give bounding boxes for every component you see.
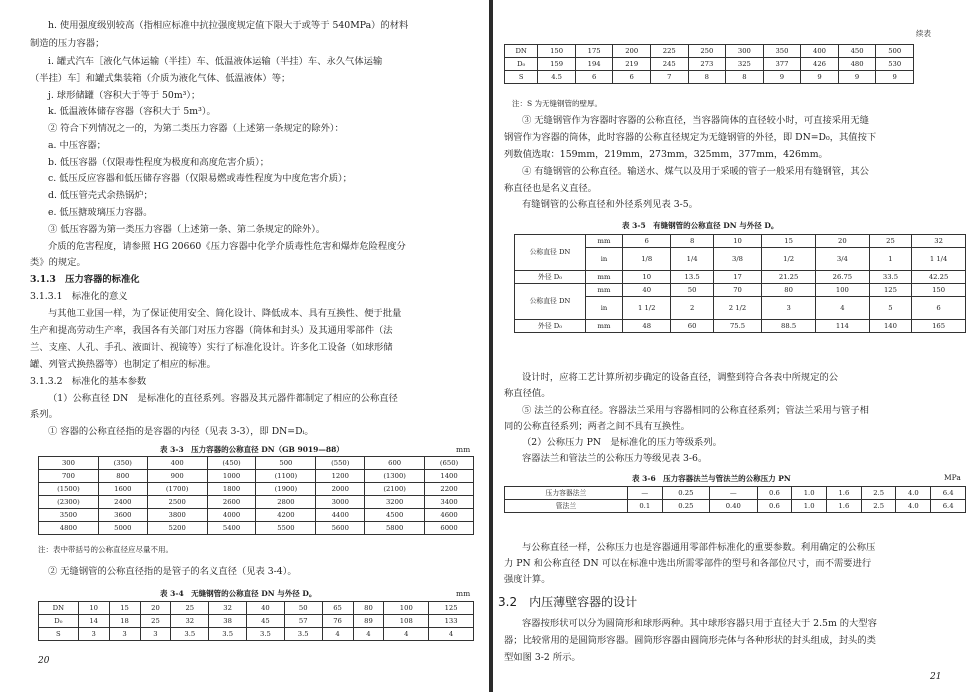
table-cell: DN	[505, 45, 538, 58]
table-cell: mm	[586, 320, 623, 333]
table-cell: 150	[912, 284, 966, 297]
table-cell: 377	[763, 58, 801, 71]
table-cell: (1900)	[256, 483, 316, 496]
table-cell: 0.40	[710, 500, 757, 513]
table-cell: 6	[912, 297, 966, 320]
table-cell: 3600	[98, 509, 147, 522]
paragraph-line: ③ 无缝钢管作为容器时容器的公称直径，当容器筒体的直径较小时，可直接采用无缝	[522, 115, 869, 126]
table-cell: 9	[838, 71, 876, 84]
paragraph-line: 称直径也是名义直径。	[504, 183, 597, 194]
table-cell: 4000	[207, 509, 256, 522]
table-cell: 2 1/2	[713, 297, 761, 320]
table-cell: 1.0	[792, 500, 827, 513]
table-cell: 25	[869, 235, 911, 248]
table-cell: 外径 D₀	[515, 320, 586, 333]
table-cell: (2300)	[39, 496, 99, 509]
table-cell: 4500	[365, 509, 425, 522]
table-cell: 10	[623, 271, 671, 284]
table-cell: 50	[284, 602, 322, 615]
table-cell: (1700)	[147, 483, 207, 496]
subsection-heading: 3.1.3.1 标准化的意义	[30, 291, 128, 302]
paragraph-line: 容器法兰和管法兰的公称压力等级见表 3-6。	[522, 453, 708, 464]
table-cell: (350)	[98, 457, 147, 470]
table-cell: 25	[140, 615, 171, 628]
table-row	[39, 483, 474, 496]
table-cell: 38	[209, 615, 247, 628]
table-cell: 400	[801, 45, 839, 58]
table-cell: 3800	[147, 509, 207, 522]
table-cell: 80	[353, 602, 384, 615]
table-cell: —	[710, 487, 757, 500]
table-cell: 900	[147, 470, 207, 483]
table-cell: 6	[623, 235, 671, 248]
paragraph-line: 强度计算。	[504, 574, 551, 585]
table-cell: 20	[140, 602, 171, 615]
table-cell: D₀	[505, 58, 538, 71]
paragraph-line: 类》的规定。	[30, 257, 86, 268]
table-cell: 3.5	[247, 628, 285, 641]
table-unit: mm	[456, 589, 471, 598]
table-cell: 8	[671, 235, 713, 248]
paragraph-line: 器；比较常用的是圆筒形容器。圆筒形容器由圆筒形壳体与各种形状的封头组成，封头的类	[504, 635, 876, 646]
paragraph-line: a. 中压容器；	[48, 140, 106, 151]
table-cell: 480	[838, 58, 876, 71]
table-cell: mm	[586, 271, 623, 284]
table-cell: 3.5	[209, 628, 247, 641]
paragraph-line: d. 低压管壳式余热锅炉；	[48, 190, 153, 201]
table-cell: 4	[322, 628, 353, 641]
table-cell: 133	[429, 615, 474, 628]
table-cell: 80	[762, 284, 816, 297]
table-cell: 500	[876, 45, 914, 58]
table-cell: 1	[869, 248, 911, 271]
table-cell: 4	[429, 628, 474, 641]
table-cell: in	[586, 248, 623, 271]
paragraph-line: b. 低压容器（仅限毒性程度为极度和高度危害介质）；	[48, 157, 270, 168]
paragraph-line: ③ 低压容器为第一类压力容器（上述第一条、第二条规定的除外）。	[48, 224, 326, 235]
paragraph-line: ⑤ 法兰的公称直径。容器法兰采用与容器相同的公称直径系列；管法兰采用与管子相	[522, 405, 869, 416]
paragraph-line: 与其他工业国一样，为了保证使用安全、简化设计、降低成本、具有互换性、便于批量	[48, 308, 402, 319]
table-cell: 4	[816, 297, 870, 320]
page-number: 20	[38, 656, 50, 666]
table-cell: —	[627, 487, 662, 500]
table-cell: 140	[869, 320, 911, 333]
table-cell: 0.25	[662, 487, 709, 500]
table-row	[39, 602, 474, 615]
table-cell: 18	[109, 615, 140, 628]
table-cell: 530	[876, 58, 914, 71]
table-note: 注：S 为无缝钢管的壁厚。	[512, 99, 603, 108]
table-cell: 3000	[316, 496, 365, 509]
table-cell: DN	[39, 602, 79, 615]
table-cell: 125	[429, 602, 474, 615]
table-cell: D₀	[39, 615, 79, 628]
table-cell: 42.25	[912, 271, 966, 284]
table-cell: 700	[39, 470, 99, 483]
table-cell: 194	[575, 58, 613, 71]
table-unit: mm	[456, 445, 471, 454]
table-cell: 325	[726, 58, 764, 71]
table-cell: 2400	[98, 496, 147, 509]
table-cell: 800	[98, 470, 147, 483]
paragraph-line: 力 PN 和公称直径 DN 可以在标准中选出所需零部件的型号和各部位尺寸，而不需要进行	[504, 558, 872, 569]
table-cell: 0.25	[662, 500, 709, 513]
table-cell: 4200	[256, 509, 316, 522]
paragraph-line: i. 罐式汽车［液化气体运输（半挂）车、低温液体运输（半挂）车、永久气体运输	[48, 56, 383, 67]
table-cell: 1/8	[623, 248, 671, 271]
table-note: 注：表中带括号的公称直径应尽量不用。	[38, 545, 173, 554]
table-cell: 2000	[316, 483, 365, 496]
page-number: 21	[930, 672, 942, 682]
pressure-table-3-6	[504, 486, 966, 513]
paragraph-line: k. 低温液体储存容器（容积大于 5m³）。	[48, 106, 216, 117]
table-cell: 32	[209, 602, 247, 615]
table-cell: 2.5	[861, 487, 896, 500]
paragraph-line: ② 无缝钢管的公称直径指的是管子的名义直径（见表 3-4）。	[48, 566, 297, 577]
table-cell: (1300)	[365, 470, 425, 483]
table-cell: 1/2	[762, 248, 816, 271]
table-cell: 压力容器法兰	[505, 487, 628, 500]
paragraph-line: 生产和提高劳动生产率，我国各有关部门对压力容器（筒体和封头）及其通用零部件（法	[30, 325, 393, 336]
table-cell: 350	[763, 45, 801, 58]
table-cell: 15	[109, 602, 140, 615]
table-cell: 4800	[39, 522, 99, 535]
table-cell: 33.5	[869, 271, 911, 284]
table-cell: 5800	[365, 522, 425, 535]
table-cell: 76	[322, 615, 353, 628]
paragraph-line: ④ 有缝钢管的公称直径。输送水、煤气以及用于采暖的管子一般采用有缝钢管，其公	[522, 166, 869, 177]
table-cell: 2800	[256, 496, 316, 509]
table-cell: 4	[384, 628, 429, 641]
table-cell: 159	[538, 58, 576, 71]
table-cell: 3.5	[171, 628, 209, 641]
table-cell: 1800	[207, 483, 256, 496]
seamless-pipe-table-continued	[504, 44, 914, 84]
table-cell: 21.25	[762, 271, 816, 284]
table-cell: 50	[671, 284, 713, 297]
paragraph-line: 设计时，应将工艺计算所初步确定的设备直径，调整到符合各表中所规定的公	[522, 372, 839, 383]
table-cell: 2.5	[861, 500, 896, 513]
table-cell: 300	[726, 45, 764, 58]
table-cell: 3.5	[284, 628, 322, 641]
table-cell: 426	[801, 58, 839, 71]
right-page	[492, 0, 980, 692]
paragraph-line: 系列。	[30, 409, 58, 420]
table-cell: 125	[869, 284, 911, 297]
paragraph-line: 兰、支座、人孔、手孔、液面计、视镜等）实行了标准化设计。许多化工设备（如球形储	[30, 342, 393, 353]
table-cell: 2200	[425, 483, 474, 496]
table-cell: 2	[671, 297, 713, 320]
table-cell: 88.5	[762, 320, 816, 333]
table-row	[39, 615, 474, 628]
table-cell: 5000	[98, 522, 147, 535]
table-cell: 20	[816, 235, 870, 248]
table-cell: 6	[613, 71, 651, 84]
table-cell: mm	[586, 284, 623, 297]
table-cell: 300	[39, 457, 99, 470]
table-cell: 4.0	[896, 500, 931, 513]
table-row	[505, 487, 966, 500]
paragraph-line: 与公称直径一样，公称压力也是容器通用零部件标准化的重要参数。利用确定的公称压	[522, 542, 876, 553]
table-cell: 25	[171, 602, 209, 615]
table-cell: 1400	[425, 470, 474, 483]
table-cell: 175	[575, 45, 613, 58]
table-cell: 6000	[425, 522, 474, 535]
table-cell: (1100)	[256, 470, 316, 483]
table-row	[39, 457, 474, 470]
table-cell: 500	[256, 457, 316, 470]
table-cell: 450	[838, 45, 876, 58]
table-cell: 1000	[207, 470, 256, 483]
table-cell: 40	[623, 284, 671, 297]
table-row	[515, 320, 966, 333]
table-cell: 3500	[39, 509, 99, 522]
table-cell: 32	[912, 235, 966, 248]
table-cell: 2500	[147, 496, 207, 509]
table-cell: 8	[688, 71, 726, 84]
table-cell: 3400	[425, 496, 474, 509]
table-cell: 15	[762, 235, 816, 248]
paragraph-line: ② 符合下列情况之一的，为第二类压力容器（上述第一条规定的除外）：	[48, 123, 344, 134]
table-cell: 14	[78, 615, 109, 628]
paragraph-line: 同的公称直径系列；两者之间不具有互换性。	[504, 421, 690, 432]
table-cell: (1500)	[39, 483, 99, 496]
diameter-table-3-3	[38, 456, 474, 535]
table-cell: 3	[78, 628, 109, 641]
table-cell: 10	[713, 235, 761, 248]
table-cell: 外径 D₀	[515, 271, 586, 284]
table-cell: 108	[384, 615, 429, 628]
table-cell: 3	[109, 628, 140, 641]
table-cell: 5500	[256, 522, 316, 535]
table-cell: 3/4	[816, 248, 870, 271]
table-cell: 6.4	[931, 487, 966, 500]
table-cell: 32	[171, 615, 209, 628]
table-cell: 0.6	[757, 487, 792, 500]
table-cell: 5200	[147, 522, 207, 535]
table-cell: 45	[247, 615, 285, 628]
table-cell: 1600	[98, 483, 147, 496]
table-cell: 70	[713, 284, 761, 297]
table-cell: 75.5	[713, 320, 761, 333]
table-cell: 1.6	[827, 500, 862, 513]
table-cell: 150	[538, 45, 576, 58]
table-cell: (650)	[425, 457, 474, 470]
paragraph-line: （1）公称直径 DN 是标准化的直径系列。容器及其元器件都制定了相应的公称直径	[48, 393, 398, 404]
table-cell: 400	[147, 457, 207, 470]
welded-pipe-table-3-5	[514, 234, 966, 333]
table-caption: 表 3-3 压力容器的公称直径 DN（GB 9019—88）	[160, 445, 344, 454]
table-cell: 9	[763, 71, 801, 84]
table-cell: 1200	[316, 470, 365, 483]
table-cell: 225	[651, 45, 689, 58]
table-cell: 3200	[365, 496, 425, 509]
table-cell: 10	[78, 602, 109, 615]
table-cell: 4600	[425, 509, 474, 522]
table-cell: 1.0	[792, 487, 827, 500]
table-cell: 8	[726, 71, 764, 84]
table-cell: 219	[613, 58, 651, 71]
table-row	[515, 284, 966, 297]
table-cell: mm	[586, 235, 623, 248]
paragraph-line: （2）公称压力 PN 是标准化的压力等级系列。	[522, 437, 722, 448]
table-cell: 89	[353, 615, 384, 628]
table-cell: 48	[623, 320, 671, 333]
table-row	[515, 235, 966, 248]
table-cell: 3/8	[713, 248, 761, 271]
table-cell: 5600	[316, 522, 365, 535]
table-cell: S	[39, 628, 79, 641]
table-cell: 1.6	[827, 487, 862, 500]
table-row	[39, 628, 474, 641]
table-cell: 1 1/2	[623, 297, 671, 320]
table-cell: 9	[876, 71, 914, 84]
table-cell: 114	[816, 320, 870, 333]
table-cell: (2100)	[365, 483, 425, 496]
table-cell: 9	[801, 71, 839, 84]
table-cell: 4400	[316, 509, 365, 522]
paragraph-line: 有缝钢管的公称直径和外径系列见表 3-5。	[522, 199, 698, 210]
paragraph-line: （半挂）车］和罐式集装箱（介质为液化气体、低温液体）等；	[30, 73, 291, 84]
paragraph-line: h. 使用强度级别较高（指相应标准中抗拉强度规定值下限大于或等于 540MPa）的材料	[48, 20, 409, 31]
table-unit: MPa	[944, 473, 961, 482]
table-row	[505, 58, 914, 71]
table-cell: 165	[912, 320, 966, 333]
table-caption: 表 3-5 有缝钢管的公称直径 DN 与外径 D。	[622, 221, 779, 230]
paragraph-line: 制造的压力容器；	[30, 38, 105, 49]
table-cell: 245	[651, 58, 689, 71]
paragraph-line: ① 容器的公称直径指的是容器的内径（见表 3-3），即 DN=Dᵢ。	[48, 426, 314, 437]
table-cell: (450)	[207, 457, 256, 470]
paragraph-line: 型如图 3-2 所示。	[504, 652, 581, 663]
table-row	[39, 496, 474, 509]
table-cell: S	[505, 71, 538, 84]
table-cell: 公称直径 DN	[515, 235, 586, 271]
table-cell: 4.5	[538, 71, 576, 84]
table-cell: 273	[688, 58, 726, 71]
table-cell: 4.0	[896, 487, 931, 500]
table-cell: 3	[762, 297, 816, 320]
table-cell: 600	[365, 457, 425, 470]
table-cell: 6	[575, 71, 613, 84]
table-cell: 管法兰	[505, 500, 628, 513]
table-cell: (550)	[316, 457, 365, 470]
paragraph-line: j. 球形储罐（容积大于等于 50m³）；	[48, 90, 201, 101]
table-row	[515, 271, 966, 284]
subsection-heading: 3.1.3.2 标准化的基本参数	[30, 376, 147, 387]
table-cell: 100	[816, 284, 870, 297]
table-row	[39, 509, 474, 522]
paragraph-line: c. 低压反应容器和低压储存容器（仅限易燃或毒性程度为中度危害介质）；	[48, 173, 352, 184]
paragraph-line: 称直径值。	[504, 388, 551, 399]
paragraph-line: 列数值选取：159mm，219mm，273mm，325mm，377mm，426mm。	[504, 149, 828, 160]
table-cell: 250	[688, 45, 726, 58]
section-heading: 3.2 内压薄壁容器的设计	[498, 595, 638, 609]
table-cell: 13.5	[671, 271, 713, 284]
table-cell: 0.1	[627, 500, 662, 513]
continued-label: 续表	[916, 29, 931, 38]
table-cell: 2600	[207, 496, 256, 509]
table-row	[505, 500, 966, 513]
paragraph-line: 钢管作为容器的筒体，此时容器的公称直径规定为无缝钢管的外径，即 DN=D₀，其值按下	[504, 132, 877, 143]
paragraph-line: 罐、列管式换热器等）也制定了相应的标准。	[30, 359, 216, 370]
table-row	[505, 45, 914, 58]
table-row	[505, 71, 914, 84]
table-row	[39, 522, 474, 535]
table-cell: 60	[671, 320, 713, 333]
table-cell: 6.4	[931, 500, 966, 513]
table-cell: 1 1/4	[912, 248, 966, 271]
table-cell: 1/4	[671, 248, 713, 271]
paragraph-line: 容器按形状可以分为圆筒形和球形两种。其中球形容器只用于直径大于 2.5m 的大型容	[522, 618, 877, 629]
table-cell: 4	[353, 628, 384, 641]
paragraph-line: 介质的危害程度，请参照 HG 20660《压力容器中化学介质毒性危害和爆炸危险程度分	[48, 241, 406, 252]
table-cell: in	[586, 297, 623, 320]
table-caption: 表 3-4 无缝钢管的公称直径 DN 与外径 D。	[160, 589, 317, 598]
table-cell: 公称直径 DN	[515, 284, 586, 320]
table-cell: 0.6	[757, 500, 792, 513]
table-cell: 200	[613, 45, 651, 58]
table-caption: 表 3-6 压力容器法兰与管法兰的公称压力 PN	[632, 474, 791, 483]
table-cell: 26.75	[816, 271, 870, 284]
paragraph-line: e. 低压搪玻璃压力容器。	[48, 207, 153, 218]
table-cell: 57	[284, 615, 322, 628]
table-cell: 40	[247, 602, 285, 615]
table-cell: 100	[384, 602, 429, 615]
table-cell: 3	[140, 628, 171, 641]
table-cell: 65	[322, 602, 353, 615]
table-cell: 7	[651, 71, 689, 84]
table-cell: 5	[869, 297, 911, 320]
table-row	[39, 470, 474, 483]
table-cell: 17	[713, 271, 761, 284]
table-cell: 5400	[207, 522, 256, 535]
section-heading: 3.1.3 压力容器的标准化	[30, 274, 140, 285]
seamless-pipe-table-3-4	[38, 601, 474, 641]
